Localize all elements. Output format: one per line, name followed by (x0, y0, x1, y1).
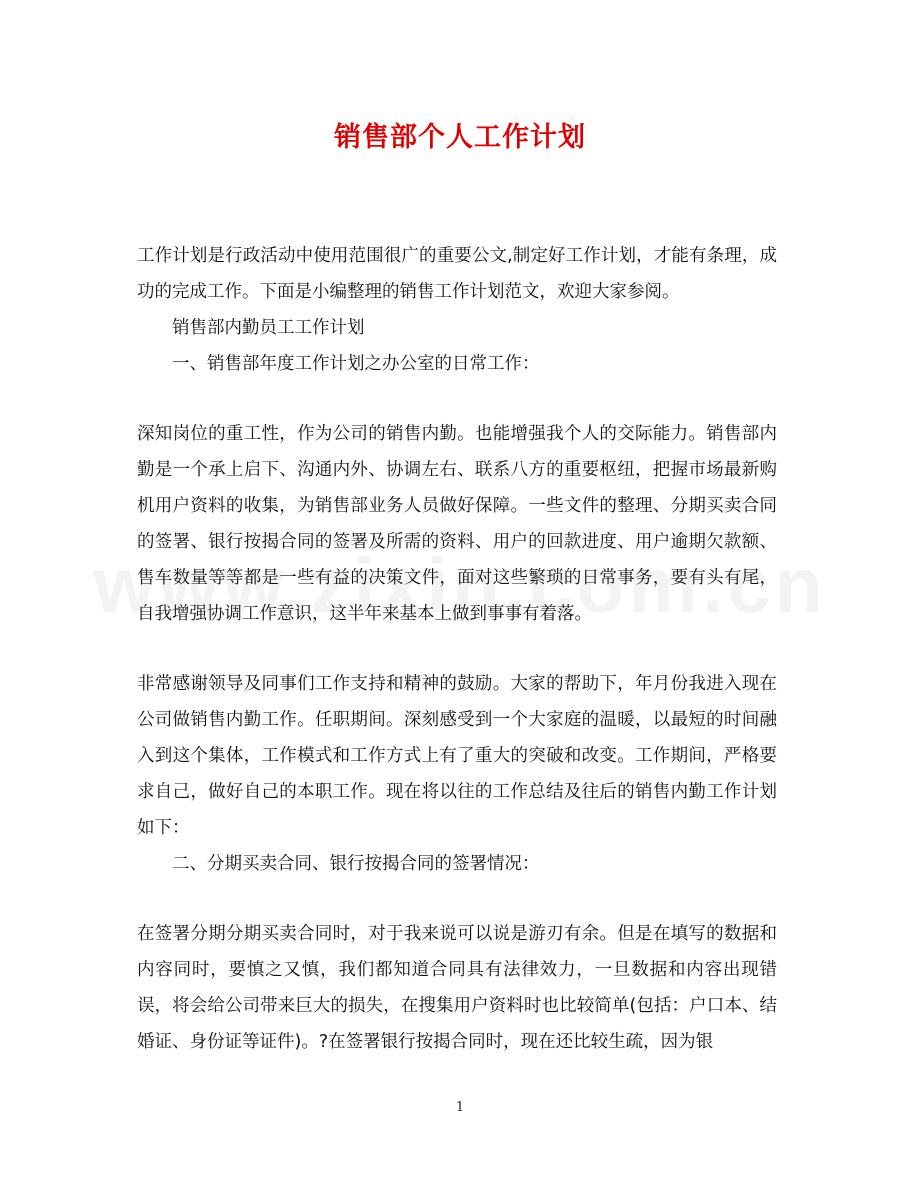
paragraph-daily-work: 深知岗位的重工性，作为公司的销售内勤。也能增强我个人的交际能力。销售部内勤是一个承上启下、沟通内外、协调左右、联系八方的重要枢纽，把握市场最新购机用户资料的收集，为销售部业务人员做好保障。一些文件的整理、分期买卖合同的签署、银行按揭合同的签署及所需的资料、用户的回款进度、用户逾期欠款额、售车数量等等都是一些有益的决策文件，面对这些繁琐的日常事务，要有头有尾，自我增强协调工作意识，这半年来基本上做到事事有着落。 (137, 424, 777, 624)
paragraph-intro: 工作计划是行政活动中使用范围很广的重要公文,制定好工作计划，才能有条理，成功的完成工作。下面是小编整理的销售工作计划范文，欢迎大家参阅。 (137, 246, 777, 302)
section-heading-1: 一、销售部年度工作计划之办公室的日常工作： (172, 354, 540, 374)
paragraph-gap (137, 382, 777, 416)
section-heading-2: 二、分期买卖合同、银行按揭合同的签署情况： (172, 854, 540, 874)
page-number: 1 (455, 1100, 465, 1115)
paragraph-contracts: 在签署分期分期买卖合同时，对于我来说可以说是游刃有余。但是在填写的数据和内容同时，要慎之又慎，我们都知道合同具有法律效力，一旦数据和内容出现错误，将会给公司带来巨大的损失，在搜集用户资料时也比较简单(包括：户口本、结婚证、身份证等证件)。?在签署银行按揭合同时，现在还比较生疏，因为银 (137, 924, 777, 1052)
paragraph-gap (137, 882, 777, 916)
paragraph-thanks: 非常感谢领导及同事们工作支持和精神的鼓励。大家的帮助下，年月份我进入现在公司做销售内勤工作。任职期间。深刻感受到一个大家庭的温暖，以最短的时间融入到这个集体，工作模式和工作方式上有了重大的突破和改变。工作期间，严格要求自己，做好自己的本职工作。现在将以往的工作总结及往后的销售内勤工作计划如下： (137, 674, 777, 838)
document-body (137, 238, 777, 1060)
paragraph-gap (137, 632, 777, 666)
document-title: 销售部个人工作计划 (334, 122, 586, 153)
paragraph-subtitle: 销售部内勤员工工作计划 (172, 318, 365, 338)
